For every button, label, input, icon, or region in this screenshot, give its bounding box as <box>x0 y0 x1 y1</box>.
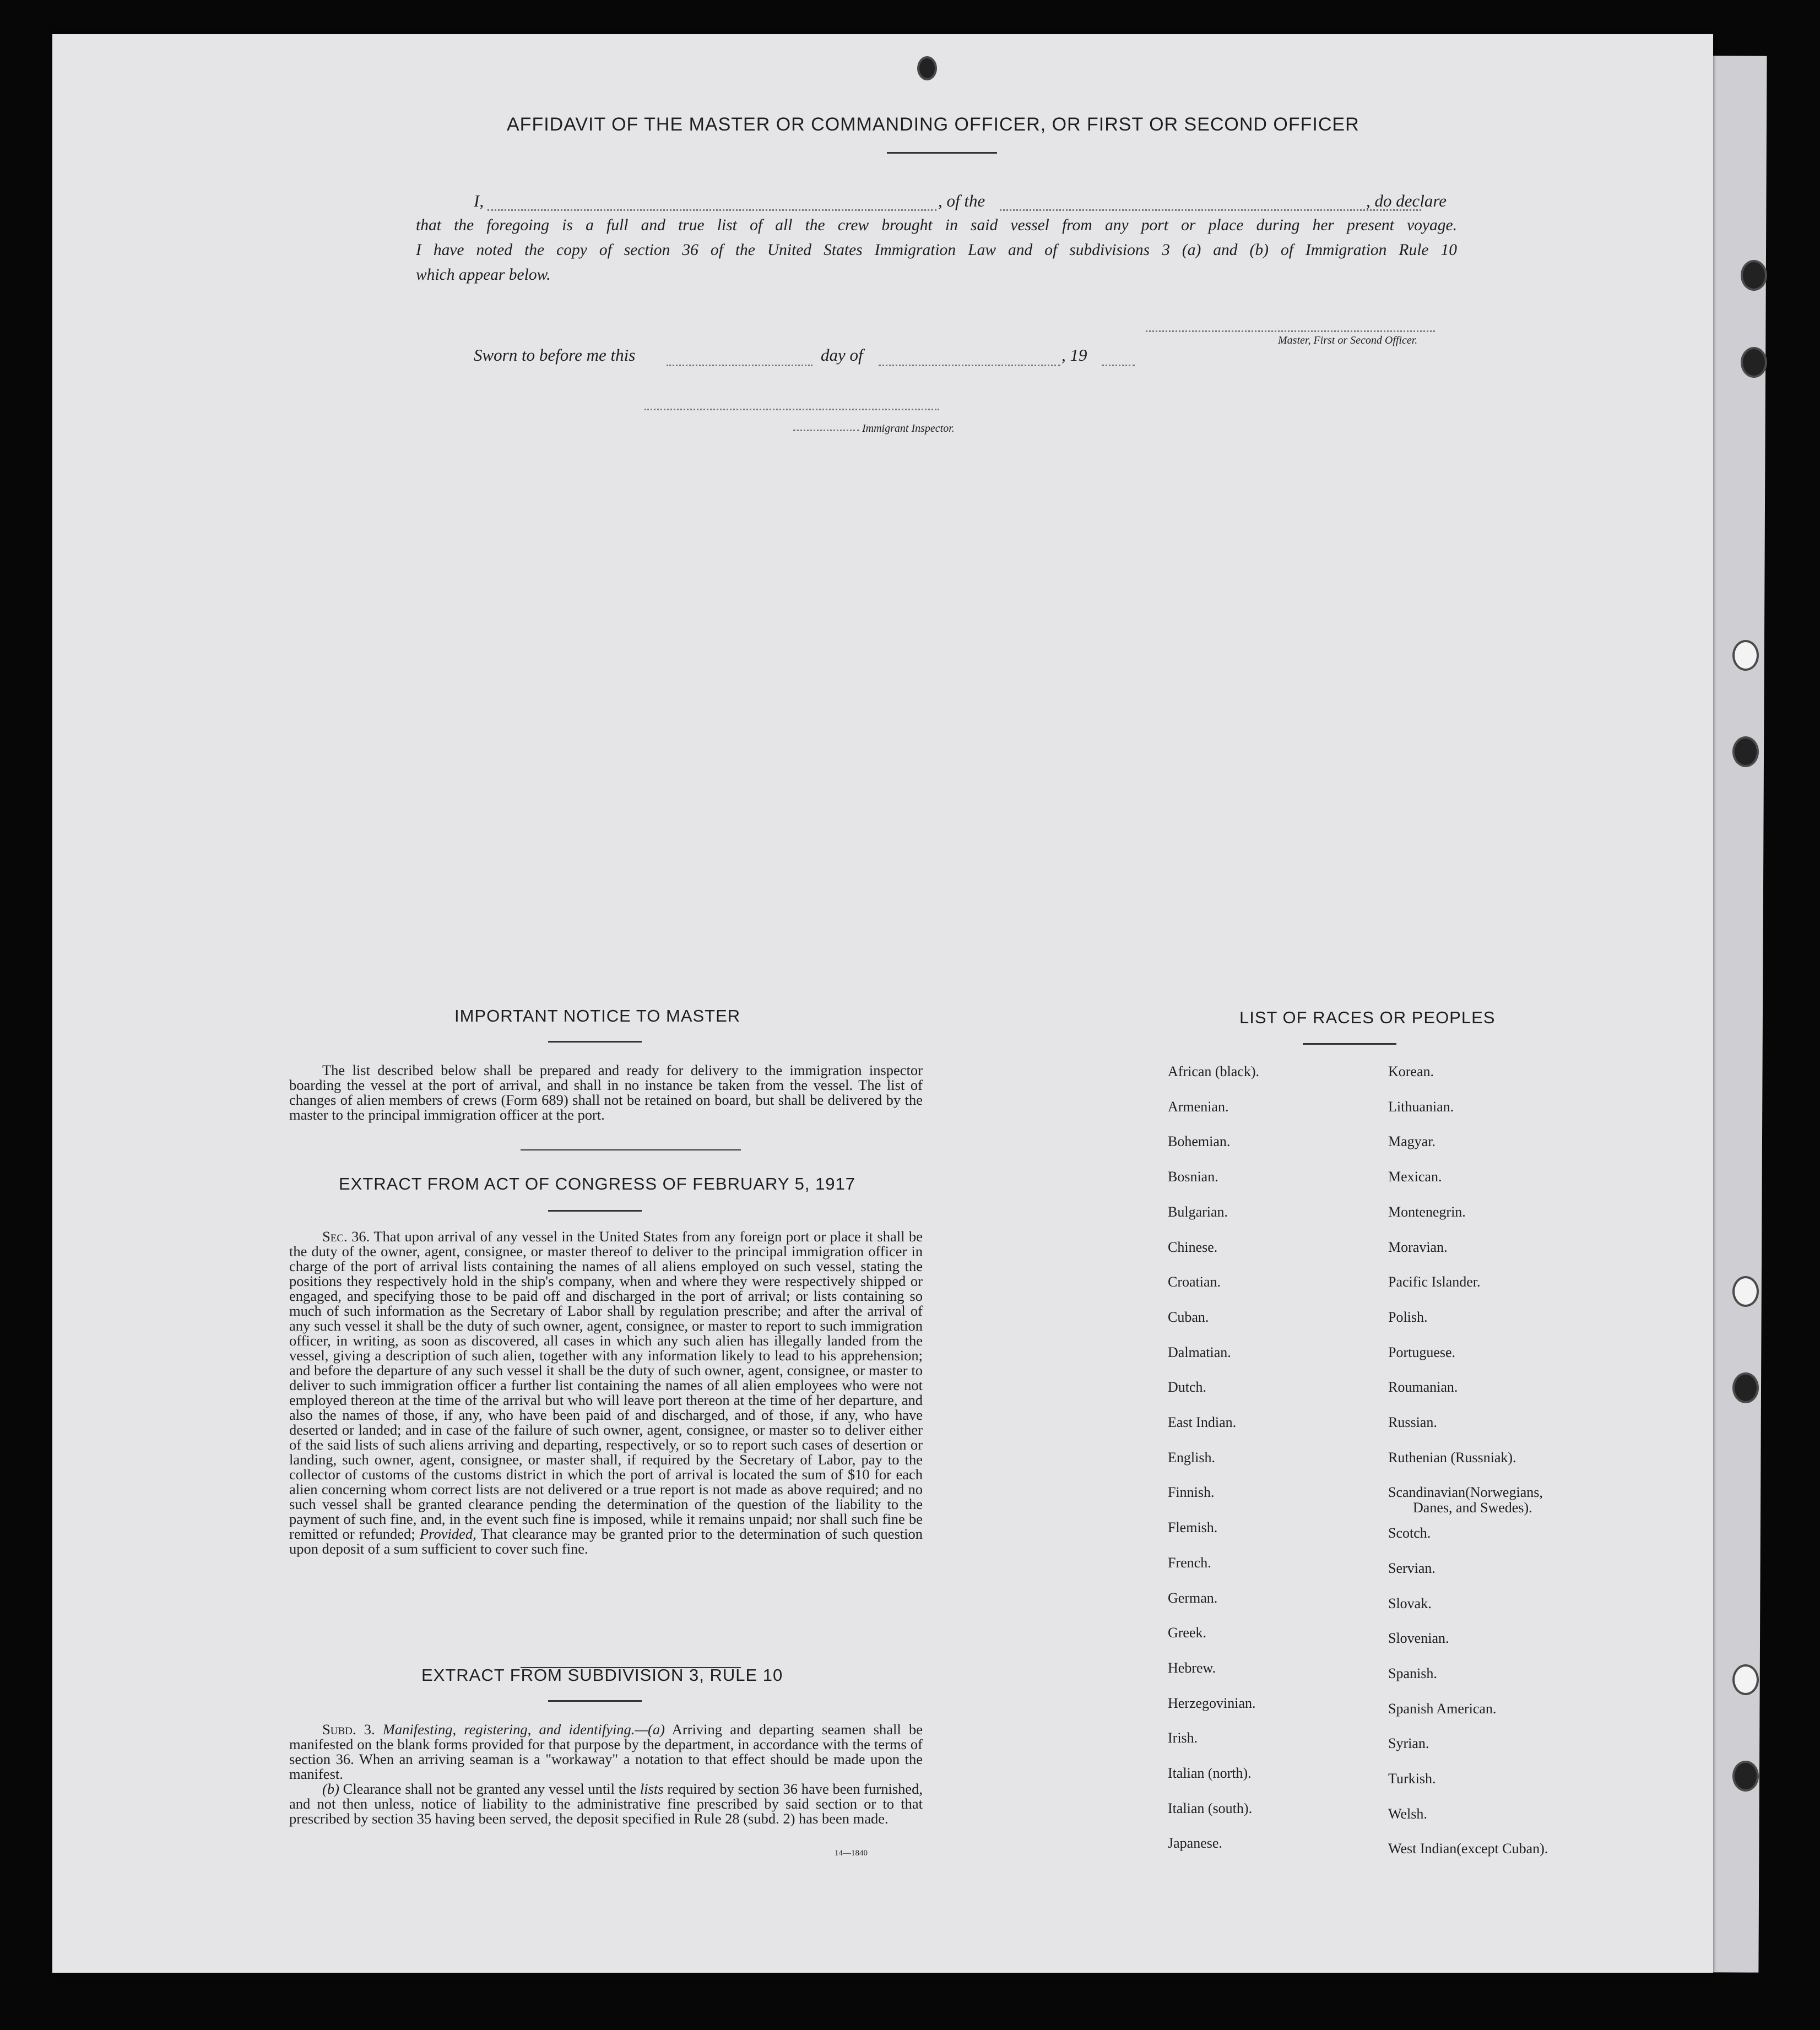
act-body: That upon arrival of any vessel in the United States from any foreign port or place it shall be the duty of the owner, agent, consignee, or master thereof to deliver to the principal immigration officer in charge of the port of arrival lists containing the names of all aliens employed on such vessel, stating the positions they respectively hold in the ship's company, when and where they were respectively shipped or engaged, and specifying those to be paid off and discharged in the port of arrival; or lists containing so much of such information as the Secretary of Labor shall by regulation prescribe; and after the arrival of any such vessel it shall be the duty of such owner, agent, consignee, or master to report to such immigration officer, in writing, as soon as discovered, all cases in which any such alien has illegally landed from the vessel, giving a description of such alien, together with any information likely to lead to his apprehension; and before the departure of any such vessel it shall be the duty of such owner, agent, consignee, or master to deliver to such immigration officer a further list containing the names of all alien employees who were not employed thereon at the time of the arrival but who will leave port thereon at the time of her departure, and also the names of those, if any, who have been paid of and discharged, and of those, if any, who have deserted or landed; and in case of the failure of such owner, agent, consignee, or master so to deliver either of the said lists of such aliens arriving and departing, respectively, or so to report such cases of desertion or landing, such owner, agent, consignee, or master shall, if required by the Secretary of Labor, pay to the collector of customs of the customs district in which the port of arrival is located the sum of $10 for each alien concerning whom correct lists are not delivered or a true report is not made as above required; and no such vessel shall be granted clearance pending the determination of the question of the liability to the payment of such fine, and, in the event such fine is imposed, while it remains unpaid; nor shall such fine be remitted or refunded; <box>289 1228 923 1542</box>
binder-hole <box>1732 1372 1759 1403</box>
affidavit-do-declare: , do declare <box>1366 191 1447 210</box>
inspector-caption: Immigrant Inspector. <box>862 422 955 435</box>
race-item: Polish. <box>1388 1309 1428 1325</box>
race-item: Russian. <box>1388 1414 1437 1430</box>
signature-caption: Master, First or Second Officer. <box>1278 334 1418 346</box>
binder-hole <box>1732 736 1759 767</box>
race-item: Portuguese. <box>1388 1344 1456 1360</box>
race-item: Dutch. <box>1168 1379 1207 1396</box>
race-item: French. <box>1168 1554 1211 1571</box>
race-item: Slovak. <box>1388 1595 1432 1611</box>
race-item: Italian (south). <box>1168 1800 1253 1816</box>
race-item: Finnish. <box>1168 1484 1215 1501</box>
document-page <box>52 34 1713 1973</box>
affidavit-i-label: I, <box>474 191 484 210</box>
race-item: Pacific Islander. <box>1388 1274 1481 1290</box>
race-item: Irish. <box>1168 1730 1198 1746</box>
binder-hole <box>1732 640 1759 671</box>
race-item-continuation: Danes, and Swedes). <box>1413 1500 1532 1516</box>
subd-label: Subd. 3. <box>322 1721 375 1738</box>
race-item: East Indian. <box>1168 1414 1237 1430</box>
sworn-day-blank[interactable] <box>667 365 812 366</box>
race-item: Lithuanian. <box>1388 1098 1454 1115</box>
race-item: Croatian. <box>1168 1274 1221 1290</box>
race-item: Bosnian. <box>1168 1169 1218 1185</box>
signature-blank-line[interactable] <box>1146 330 1435 332</box>
notice-title: IMPORTANT NOTICE TO MASTER <box>454 1006 741 1025</box>
notice-divider <box>521 1149 741 1150</box>
race-item: Moravian. <box>1388 1239 1448 1255</box>
affidavit-line-2: that the foregoing is a full and true list of all the crew brought in said vessel from any port or place during her present voyage. <box>416 216 1457 234</box>
rule-underline <box>548 1700 642 1702</box>
top-punch-hole <box>917 56 937 80</box>
rule-text-b2: required by section 36 have been furnished, and not then unless, notice of liability to the administrative fine prescribed by said section or to that prescribed by section 35 having been served, the deposit specified in Rule 28 (subd. 2) has been made. <box>289 1781 923 1827</box>
race-item: Montenegrin. <box>1388 1203 1466 1220</box>
race-item: Herzegovinian. <box>1168 1695 1256 1711</box>
b-label: (b) <box>322 1781 339 1797</box>
race-item: Roumanian. <box>1388 1379 1458 1396</box>
race-item: Japanese. <box>1168 1835 1222 1852</box>
affidavit-line-4: which appear below. <box>416 266 551 284</box>
race-item: Greek. <box>1168 1625 1207 1641</box>
race-item: Chinese. <box>1168 1239 1218 1255</box>
rule-text-a: Arriving and departing seamen shall be manifested on the blank forms provided for that purpose by the department, in accordance with the terms of section 36. When an arriving seaman is a "workaway" a notation to that effect should be made upon the manifest. <box>289 1721 923 1782</box>
race-item: Slovenian. <box>1388 1630 1449 1647</box>
race-item: Spanish. <box>1388 1665 1437 1681</box>
provided-word: Provided, <box>419 1526 476 1542</box>
races-underline <box>1303 1043 1396 1045</box>
race-item: English. <box>1168 1449 1215 1465</box>
race-item: Armenian. <box>1168 1098 1229 1115</box>
sworn-month-blank[interactable] <box>879 365 1060 366</box>
binder-hole <box>1741 347 1767 378</box>
race-item: West Indian(except Cuban). <box>1388 1841 1548 1857</box>
race-item: Ruthenian (Russniak). <box>1388 1449 1516 1465</box>
binder-hole <box>1732 1276 1759 1307</box>
race-item: African (black). <box>1168 1063 1260 1079</box>
race-item: Dalmatian. <box>1168 1344 1231 1360</box>
sec-label: Sec. 36. <box>322 1228 370 1245</box>
binder-hole <box>1732 1761 1759 1792</box>
races-title: LIST OF RACES OR PEOPLES <box>1239 1008 1496 1027</box>
subd-heading: Manifesting, registering, and identifying.—(a) <box>382 1721 665 1738</box>
affidavit-title: AFFIDAVIT OF THE MASTER OR COMMANDING OFFICER, OR FIRST OR SECOND OFFICER <box>507 114 1359 135</box>
affidavit-line-3: I have noted the copy of section 36 of the United States Immigration Law and of subdivisions 3 (a) and (b) of Immigration Rule 10 <box>416 241 1457 259</box>
sworn-year-blank[interactable] <box>1102 365 1135 366</box>
race-item: Scandinavian(Norwegians, <box>1388 1484 1543 1501</box>
sworn-label: Sworn to before me this <box>474 345 636 365</box>
race-item: Italian (north). <box>1168 1765 1252 1781</box>
year-label: , 19 <box>1061 345 1087 365</box>
race-item: Mexican. <box>1388 1169 1442 1185</box>
affidavit-of-the: , of the <box>938 191 985 210</box>
vessel-blank-line[interactable] <box>1000 209 1421 211</box>
binder-hole <box>1741 260 1767 291</box>
binder-hole <box>1732 1664 1759 1695</box>
rule-title: EXTRACT FROM SUBDIVISION 3, RULE 10 <box>421 1665 783 1685</box>
race-item: Korean. <box>1388 1063 1434 1079</box>
act-underline <box>548 1210 642 1212</box>
inspector-caption-leader <box>793 430 859 431</box>
race-item: Cuban. <box>1168 1309 1209 1325</box>
act-title: EXTRACT FROM ACT OF CONGRESS OF FEBRUARY 5, 1917 <box>339 1174 856 1193</box>
race-item: Spanish American. <box>1388 1700 1497 1717</box>
act-body-end: That clearance may be granted prior to the determination of such question upon deposit of a sum sufficient to cover such fine. <box>289 1526 923 1557</box>
race-item: Flemish. <box>1168 1519 1218 1536</box>
title-underline <box>887 152 997 154</box>
lists-word: lists <box>640 1781 664 1797</box>
race-item: Turkish. <box>1388 1771 1436 1787</box>
act-text <box>289 1229 923 1556</box>
form-number: 14—1840 <box>835 1849 868 1858</box>
inspector-signature-line[interactable] <box>644 409 939 410</box>
race-item: Bulgarian. <box>1168 1203 1228 1220</box>
race-item: Scotch. <box>1388 1525 1431 1542</box>
notice-text <box>289 1063 923 1122</box>
name-blank-line[interactable] <box>488 209 936 211</box>
race-item: Magyar. <box>1388 1133 1436 1150</box>
race-item: Hebrew. <box>1168 1659 1216 1676</box>
race-item: German. <box>1168 1589 1218 1606</box>
notice-underline <box>548 1041 642 1043</box>
day-of-label: day of <box>821 345 863 365</box>
notice-paragraph: The list described below shall be prepared and ready for delivery to the immigration inspector boarding the vessel at the port of arrival, and shall in no instance be taken from the vessel. The list of changes of alien members of crews (Form 689) shall not be retained on board, but shall be delivered by the master to the principal immigration officer at the port. <box>289 1062 923 1123</box>
race-item: Syrian. <box>1388 1735 1429 1752</box>
rule-text <box>289 1722 923 1826</box>
race-item: Bohemian. <box>1168 1133 1231 1150</box>
rule-text-b1: Clearance shall not be granted any vessel until the <box>343 1781 637 1797</box>
race-item: Servian. <box>1388 1560 1436 1576</box>
race-item: Welsh. <box>1388 1805 1427 1822</box>
